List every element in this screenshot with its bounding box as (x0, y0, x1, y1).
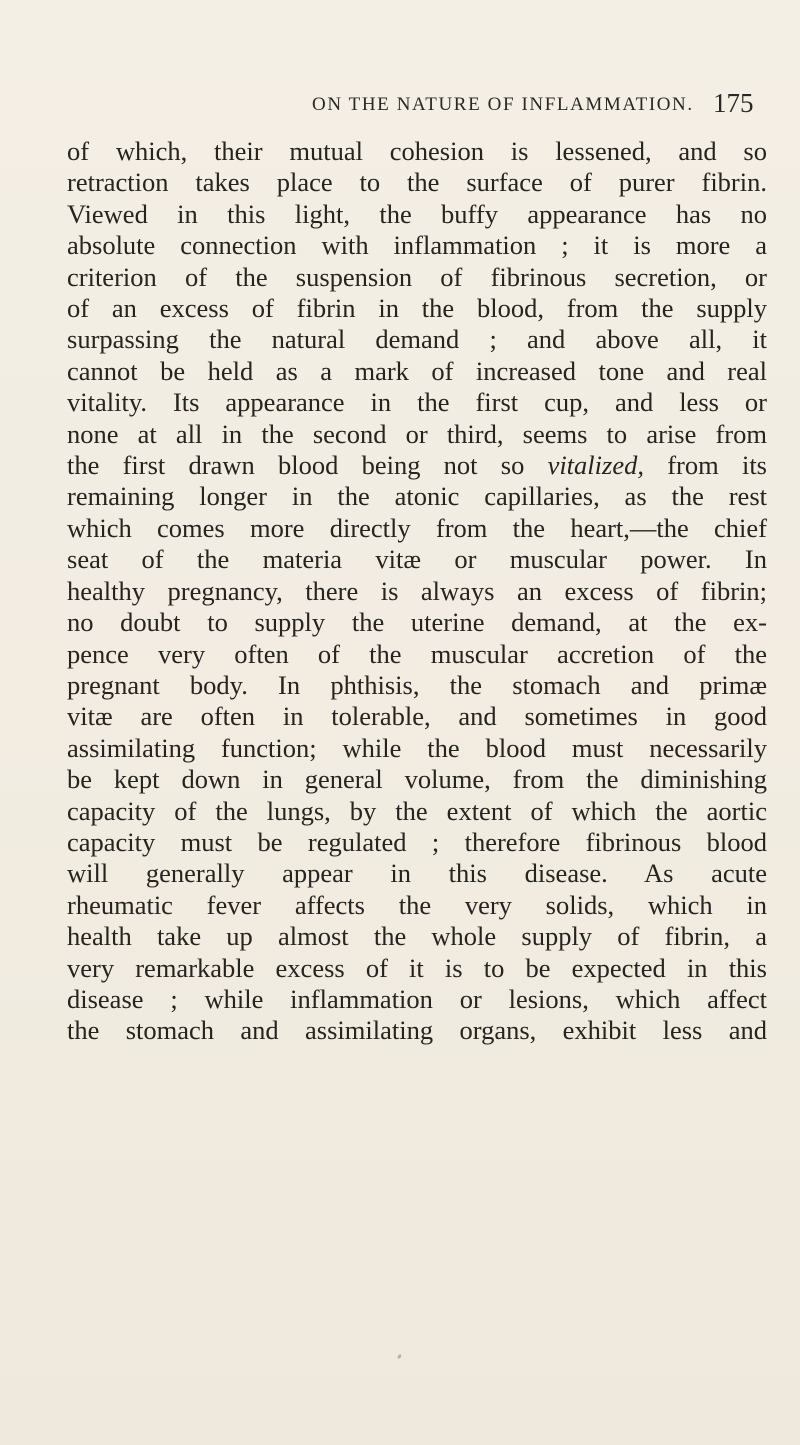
text-line-2: retraction takes place to the surface of purer fibrin. (67, 167, 767, 198)
text-line-17: pence very often of the muscular accretion of the (67, 638, 767, 669)
body-text (67, 136, 767, 1047)
text-line-27: very remarkable excess of it is to be expected in this (67, 952, 767, 983)
text-line-22: capacity of the lungs, by the extent of which the aortic (67, 795, 767, 826)
text-line-4: absolute connection with inflammation ; it is more a (67, 230, 767, 261)
text-line-19: vitæ are often in tolerable, and sometimes in good (67, 701, 767, 732)
text-line-9: vitality. Its appearance in the first cup, and less or (67, 387, 767, 418)
text-line-3: Viewed in this light, the buffy appearance has no (67, 198, 767, 229)
text-line-11 (67, 450, 767, 481)
text-line-11-start: the first drawn blood being not so (67, 450, 525, 481)
text-line-12: remaining longer in the atonic capillaries, as the rest (67, 481, 767, 512)
text-line-8: cannot be held as a mark of increased tone and real (67, 355, 767, 386)
text-line-5: criterion of the suspension of fibrinous secretion, or (67, 261, 767, 292)
text-line-20: assimilating function; while the blood must necessarily (67, 732, 767, 763)
paper-speck (397, 1354, 402, 1360)
text-line-11-end: from its (667, 450, 767, 481)
text-line-13: which comes more directly from the heart,—the chief (67, 512, 767, 543)
text-line-28: disease ; while inflammation or lesions, which affect (67, 983, 767, 1014)
text-line-15: healthy pregnancy, there is always an excess of fibrin; (67, 575, 767, 606)
text-line-21: be kept down in general volume, from the diminishing (67, 764, 767, 795)
text-line-29: the stomach and assimilating organs, exhibit less and (67, 1015, 767, 1046)
text-line-10: none at all in the second or third, seems to arise from (67, 418, 767, 449)
running-head (0, 88, 800, 128)
text-line-24: will generally appear in this disease. As acute (67, 858, 767, 889)
running-title: ON THE NATURE OF INFLAMMATION. (312, 94, 694, 115)
text-line-23: capacity must be regulated ; therefore fibrinous blood (67, 826, 767, 857)
text-line-1: of which, their mutual cohesion is lessened, and so (67, 136, 767, 166)
text-line-26: health take up almost the whole supply of fibrin, a (67, 921, 767, 952)
text-line-14: seat of the materia vitæ or muscular power. In (67, 544, 767, 575)
text-line-25: rheumatic fever affects the very solids, which in (67, 889, 767, 920)
text-line-6: of an excess of fibrin in the blood, from the supply (67, 293, 767, 324)
text-line-16: no doubt to supply the uterine demand, at the ex- (67, 607, 767, 638)
page-number: 175 (713, 88, 754, 118)
text-line-7: surpassing the natural demand ; and above all, it (67, 324, 767, 355)
text-line-18: pregnant body. In phthisis, the stomach and primæ (67, 669, 767, 700)
italic-word: vitalized, (547, 450, 644, 481)
